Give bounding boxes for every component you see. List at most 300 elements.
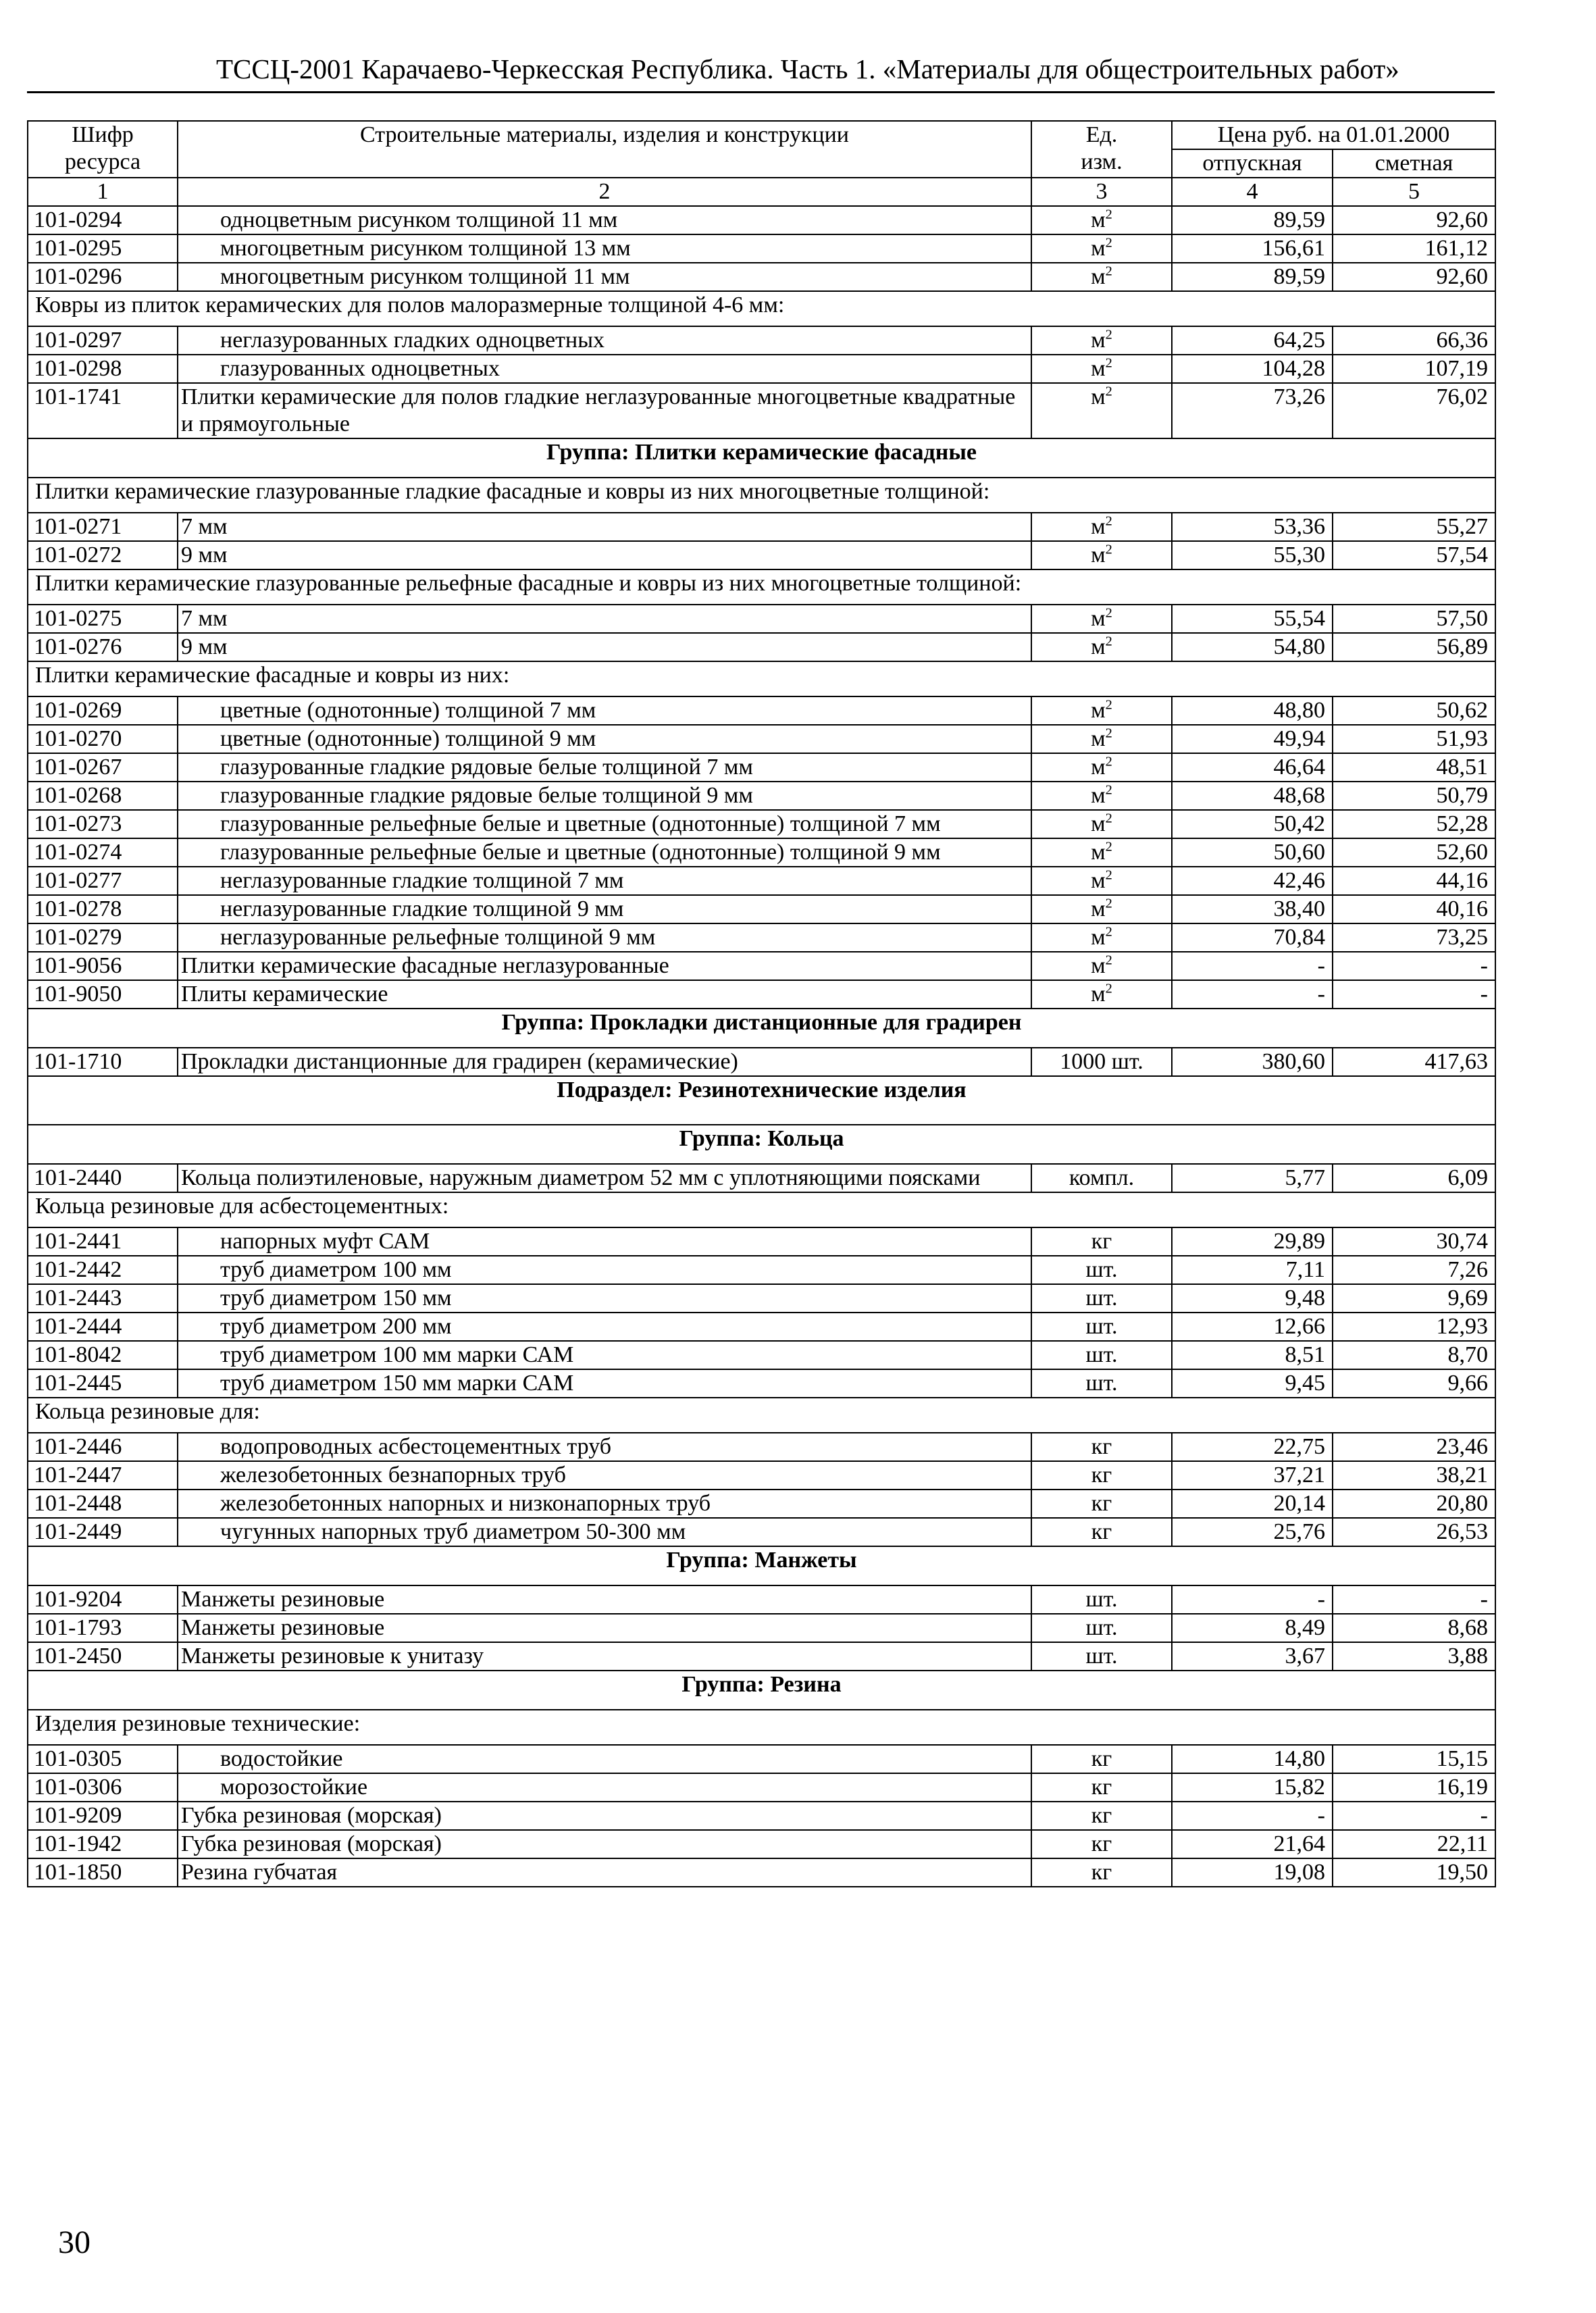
resource-code-cell: 101-9204 xyxy=(28,1585,178,1614)
unit-cell xyxy=(1031,513,1172,541)
unit-label: м xyxy=(1091,606,1106,631)
material-name-cell: труб диаметром 200 мм xyxy=(178,1313,1031,1341)
table-row xyxy=(28,753,1495,782)
price-estimate-cell: 92,60 xyxy=(1333,263,1495,291)
unit-label: шт. xyxy=(1085,1371,1118,1396)
resource-code-cell: 101-2441 xyxy=(28,1227,178,1256)
price-release-cell: 50,60 xyxy=(1172,838,1333,867)
table-row xyxy=(28,1341,1495,1369)
column-number: 1 xyxy=(28,178,178,206)
material-name-cell: Губка резиновая (морская) xyxy=(178,1830,1031,1858)
header-unit-cell xyxy=(1031,121,1172,178)
material-name-cell: Плиты керамические xyxy=(178,980,1031,1009)
table-header-row xyxy=(28,121,1495,149)
unit-cell xyxy=(1031,1642,1172,1671)
unit-superscript: 2 xyxy=(1105,235,1112,251)
unit-cell xyxy=(1031,1518,1172,1546)
unit-cell xyxy=(1031,1433,1172,1461)
price-release-cell: - xyxy=(1172,980,1333,1009)
unit-label: м xyxy=(1091,384,1106,409)
resource-code-cell: 101-2445 xyxy=(28,1369,178,1398)
resource-code-cell: 101-0273 xyxy=(28,810,178,838)
material-name-cell: Плитки керамические для полов гладкие неглазурованные многоцветные квадратные и прямоугольные xyxy=(178,383,1031,438)
resource-code-cell: 101-2449 xyxy=(28,1518,178,1546)
resource-code-cell: 101-0268 xyxy=(28,782,178,810)
table-row xyxy=(28,1313,1495,1341)
group-heading-row xyxy=(28,1125,1495,1164)
resource-code-cell: 101-9056 xyxy=(28,952,178,980)
material-name-cell: железобетонных безнапорных труб xyxy=(178,1461,1031,1490)
price-estimate-cell: 20,80 xyxy=(1333,1490,1495,1518)
material-name-cell: глазурованные рельефные белые и цветные (однотонные) толщиной 7 мм xyxy=(178,810,1031,838)
unit-cell xyxy=(1031,1048,1172,1076)
resource-code-cell: 101-2447 xyxy=(28,1461,178,1490)
column-number: 2 xyxy=(178,178,1031,206)
resource-code-cell: 101-0296 xyxy=(28,263,178,291)
unit-superscript: 2 xyxy=(1105,327,1112,342)
group-heading-text: Группа: Резина xyxy=(28,1671,1495,1710)
resource-code-cell: 101-1942 xyxy=(28,1830,178,1858)
unit-cell xyxy=(1031,1614,1172,1642)
resource-code-cell: 101-2440 xyxy=(28,1164,178,1192)
unit-superscript: 2 xyxy=(1105,605,1112,621)
price-release-cell: 25,76 xyxy=(1172,1518,1333,1546)
section-note-text: Плитки керамические глазурованные рельефные фасадные и ковры из них многоцветные толщиной: xyxy=(28,569,1495,605)
resource-code-cell: 101-0269 xyxy=(28,696,178,725)
unit-cell xyxy=(1031,1773,1172,1802)
group-heading-text: Группа: Манжеты xyxy=(28,1546,1495,1585)
unit-cell xyxy=(1031,263,1172,291)
unit-superscript: 2 xyxy=(1105,355,1112,371)
subsection-heading-text: Подраздел: Резинотехнические изделия xyxy=(28,1076,1495,1125)
material-name-cell: труб диаметром 150 мм xyxy=(178,1284,1031,1313)
unit-label: шт. xyxy=(1085,1615,1118,1640)
price-release-cell: 9,45 xyxy=(1172,1369,1333,1398)
price-release-cell: 7,11 xyxy=(1172,1256,1333,1284)
unit-cell xyxy=(1031,541,1172,569)
header-price-group: Цена руб. на 01.01.2000 xyxy=(1172,121,1495,149)
resource-code-cell: 101-2448 xyxy=(28,1490,178,1518)
price-release-cell: 104,28 xyxy=(1172,355,1333,383)
table-row xyxy=(28,696,1495,725)
section-note-row xyxy=(28,1710,1495,1745)
resource-code-cell: 101-8042 xyxy=(28,1341,178,1369)
unit-cell xyxy=(1031,1585,1172,1614)
unit-label: шт. xyxy=(1085,1587,1118,1612)
resource-code-cell: 101-9209 xyxy=(28,1802,178,1830)
unit-cell xyxy=(1031,1284,1172,1313)
price-estimate-cell: - xyxy=(1333,980,1495,1009)
material-name-cell: цветные (однотонные) толщиной 7 мм xyxy=(178,696,1031,725)
unit-label: шт. xyxy=(1085,1257,1118,1282)
unit-cell xyxy=(1031,1745,1172,1773)
price-release-cell: 19,08 xyxy=(1172,1858,1333,1887)
price-estimate-cell: 161,12 xyxy=(1333,234,1495,263)
price-release-cell: 89,59 xyxy=(1172,206,1333,234)
unit-label: кг xyxy=(1091,1831,1112,1856)
header-code-line1: Шифр xyxy=(72,122,134,147)
section-note-row xyxy=(28,291,1495,326)
price-estimate-cell: 40,16 xyxy=(1333,895,1495,923)
material-name-cell: 9 мм xyxy=(178,541,1031,569)
table-row xyxy=(28,1490,1495,1518)
page-number: 30 xyxy=(58,2225,91,2260)
price-release-cell: 12,66 xyxy=(1172,1313,1333,1341)
material-name-cell: многоцветным рисунком толщиной 11 мм xyxy=(178,263,1031,291)
unit-superscript: 2 xyxy=(1105,697,1112,713)
section-note-row xyxy=(28,478,1495,513)
price-release-cell: 53,36 xyxy=(1172,513,1333,541)
unit-cell xyxy=(1031,895,1172,923)
unit-label: м xyxy=(1091,264,1106,289)
table-row xyxy=(28,326,1495,355)
material-name-cell: Резина губчатая xyxy=(178,1858,1031,1887)
material-name-cell: неглазурованные гладкие толщиной 7 мм xyxy=(178,867,1031,895)
material-name-cell: 7 мм xyxy=(178,513,1031,541)
material-name-cell: водостойкие xyxy=(178,1745,1031,1773)
table-row xyxy=(28,1433,1495,1461)
group-heading-row xyxy=(28,1009,1495,1048)
unit-label: м xyxy=(1091,207,1106,232)
unit-cell xyxy=(1031,782,1172,810)
table-row xyxy=(28,1518,1495,1546)
material-name-cell: Манжеты резиновые xyxy=(178,1585,1031,1614)
section-note-row xyxy=(28,661,1495,696)
price-estimate-cell: 50,62 xyxy=(1333,696,1495,725)
material-name-cell: неглазурованные гладкие толщиной 9 мм xyxy=(178,895,1031,923)
section-note-row xyxy=(28,1192,1495,1227)
unit-label: м xyxy=(1091,896,1106,921)
unit-label: м xyxy=(1091,811,1106,836)
resource-code-cell: 101-2442 xyxy=(28,1256,178,1284)
price-estimate-cell: - xyxy=(1333,1802,1495,1830)
unit-superscript: 2 xyxy=(1105,634,1112,649)
resource-code-cell: 101-0279 xyxy=(28,923,178,952)
price-release-cell: 380,60 xyxy=(1172,1048,1333,1076)
unit-cell xyxy=(1031,326,1172,355)
table-row xyxy=(28,867,1495,895)
unit-cell xyxy=(1031,1164,1172,1192)
price-release-cell: - xyxy=(1172,1585,1333,1614)
header-rule xyxy=(27,91,1495,93)
column-number: 3 xyxy=(1031,178,1172,206)
resource-code-cell: 101-0272 xyxy=(28,541,178,569)
resource-code-cell: 101-2444 xyxy=(28,1313,178,1341)
price-estimate-cell: 52,60 xyxy=(1333,838,1495,867)
price-estimate-cell: 38,21 xyxy=(1333,1461,1495,1490)
group-heading-text: Группа: Плитки керамические фасадные xyxy=(28,438,1495,478)
price-estimate-cell: 15,15 xyxy=(1333,1745,1495,1773)
unit-label: м xyxy=(1091,514,1106,539)
material-name-cell: неглазурованных гладких одноцветных xyxy=(178,326,1031,355)
column-number: 4 xyxy=(1172,178,1333,206)
unit-superscript: 2 xyxy=(1105,867,1112,883)
resource-code-cell: 101-0297 xyxy=(28,326,178,355)
unit-superscript: 2 xyxy=(1105,896,1112,911)
table-row xyxy=(28,1369,1495,1398)
unit-superscript: 2 xyxy=(1105,924,1112,940)
table-row xyxy=(28,513,1495,541)
unit-cell xyxy=(1031,1461,1172,1490)
material-name-cell: напорных муфт САМ xyxy=(178,1227,1031,1256)
material-name-cell: цветные (однотонные) толщиной 9 мм xyxy=(178,725,1031,753)
table-row xyxy=(28,1858,1495,1887)
price-release-cell: 20,14 xyxy=(1172,1490,1333,1518)
table-row xyxy=(28,1614,1495,1642)
unit-cell xyxy=(1031,696,1172,725)
group-heading-text: Группа: Кольца xyxy=(28,1125,1495,1164)
resource-code-cell: 101-0270 xyxy=(28,725,178,753)
price-release-cell: 42,46 xyxy=(1172,867,1333,895)
material-name-cell: глазурованных одноцветных xyxy=(178,355,1031,383)
unit-superscript: 2 xyxy=(1105,839,1112,855)
price-estimate-cell: 9,66 xyxy=(1333,1369,1495,1398)
material-name-cell: железобетонных напорных и низконапорных труб xyxy=(178,1490,1031,1518)
unit-label: м xyxy=(1091,726,1106,751)
table-row xyxy=(28,633,1495,661)
table-row xyxy=(28,725,1495,753)
unit-cell xyxy=(1031,838,1172,867)
unit-label: кг xyxy=(1091,1860,1112,1885)
price-table xyxy=(27,120,1496,1887)
price-release-cell: 38,40 xyxy=(1172,895,1333,923)
material-name-cell: неглазурованные рельефные толщиной 9 мм xyxy=(178,923,1031,952)
unit-label: м xyxy=(1091,634,1106,659)
unit-label: кг xyxy=(1091,1229,1112,1254)
table-row xyxy=(28,980,1495,1009)
table-row xyxy=(28,923,1495,952)
resource-code-cell: 101-2446 xyxy=(28,1433,178,1461)
unit-label: м xyxy=(1091,783,1106,808)
price-estimate-cell: 8,68 xyxy=(1333,1614,1495,1642)
unit-cell xyxy=(1031,952,1172,980)
resource-code-cell: 101-1710 xyxy=(28,1048,178,1076)
material-name-cell: одноцветным рисунком толщиной 11 мм xyxy=(178,206,1031,234)
resource-code-cell: 101-2443 xyxy=(28,1284,178,1313)
table-row xyxy=(28,1830,1495,1858)
unit-label: кг xyxy=(1091,1746,1112,1771)
unit-superscript: 2 xyxy=(1105,384,1112,399)
price-estimate-cell: 23,46 xyxy=(1333,1433,1495,1461)
price-release-cell: 8,49 xyxy=(1172,1614,1333,1642)
price-estimate-cell: 57,50 xyxy=(1333,605,1495,633)
material-name-cell: Манжеты резиновые xyxy=(178,1614,1031,1642)
unit-cell xyxy=(1031,355,1172,383)
material-name-cell: труб диаметром 150 мм марки САМ xyxy=(178,1369,1031,1398)
table-row xyxy=(28,383,1495,438)
material-name-cell: глазурованные гладкие рядовые белые толщиной 9 мм xyxy=(178,782,1031,810)
price-estimate-cell: 417,63 xyxy=(1333,1048,1495,1076)
price-release-cell: 54,80 xyxy=(1172,633,1333,661)
unit-superscript: 2 xyxy=(1105,952,1112,968)
unit-label: кг xyxy=(1091,1775,1112,1800)
unit-cell xyxy=(1031,980,1172,1009)
material-name-cell: Губка резиновая (морская) xyxy=(178,1802,1031,1830)
unit-label: м xyxy=(1091,755,1106,780)
price-release-cell: 48,68 xyxy=(1172,782,1333,810)
unit-cell xyxy=(1031,725,1172,753)
table-row xyxy=(28,1256,1495,1284)
unit-label: м xyxy=(1091,840,1106,865)
unit-cell xyxy=(1031,1858,1172,1887)
resource-code-cell: 101-0276 xyxy=(28,633,178,661)
group-heading-text: Группа: Прокладки дистанционные для градирен xyxy=(28,1009,1495,1048)
price-release-cell: 64,25 xyxy=(1172,326,1333,355)
price-table-body xyxy=(28,121,1495,1887)
header-unit-line1: Ед. xyxy=(1085,122,1118,147)
price-release-cell: 46,64 xyxy=(1172,753,1333,782)
price-release-cell: 50,42 xyxy=(1172,810,1333,838)
price-estimate-cell: 57,54 xyxy=(1333,541,1495,569)
table-row xyxy=(28,605,1495,633)
price-release-cell: 14,80 xyxy=(1172,1745,1333,1773)
section-note-text: Ковры из плиток керамических для полов малоразмерные толщиной 4-6 мм: xyxy=(28,291,1495,326)
table-row xyxy=(28,234,1495,263)
unit-superscript: 2 xyxy=(1105,726,1112,741)
price-release-cell: 49,94 xyxy=(1172,725,1333,753)
table-row xyxy=(28,838,1495,867)
price-estimate-cell: 52,28 xyxy=(1333,810,1495,838)
price-estimate-cell: 44,16 xyxy=(1333,867,1495,895)
material-name-cell: глазурованные гладкие рядовые белые толщиной 7 мм xyxy=(178,753,1031,782)
header-unit-line2: изм. xyxy=(1081,149,1123,174)
unit-label: шт. xyxy=(1085,1286,1118,1311)
material-name-cell: 9 мм xyxy=(178,633,1031,661)
price-estimate-cell: 73,25 xyxy=(1333,923,1495,952)
unit-superscript: 2 xyxy=(1105,542,1112,557)
unit-cell xyxy=(1031,1490,1172,1518)
resource-code-cell: 101-0267 xyxy=(28,753,178,782)
unit-label: шт. xyxy=(1085,1314,1118,1339)
unit-cell xyxy=(1031,1313,1172,1341)
price-estimate-cell: 48,51 xyxy=(1333,753,1495,782)
unit-cell xyxy=(1031,605,1172,633)
price-estimate-cell: 26,53 xyxy=(1333,1518,1495,1546)
header-price-release: отпускная xyxy=(1172,149,1333,178)
column-number: 5 xyxy=(1333,178,1495,206)
unit-cell xyxy=(1031,1256,1172,1284)
price-estimate-cell: 51,93 xyxy=(1333,725,1495,753)
price-release-cell: 3,67 xyxy=(1172,1642,1333,1671)
unit-label: м xyxy=(1091,868,1106,893)
unit-label: м xyxy=(1091,925,1106,950)
material-name-cell: труб диаметром 100 мм марки САМ xyxy=(178,1341,1031,1369)
price-release-cell: 55,54 xyxy=(1172,605,1333,633)
unit-label: кг xyxy=(1091,1519,1112,1544)
unit-label: компл. xyxy=(1069,1165,1135,1190)
table-row xyxy=(28,810,1495,838)
column-number-row xyxy=(28,178,1495,206)
resource-code-cell: 101-0298 xyxy=(28,355,178,383)
price-release-cell: 37,21 xyxy=(1172,1461,1333,1490)
material-name-cell: Манжеты резиновые к унитазу xyxy=(178,1642,1031,1671)
resource-code-cell: 101-2450 xyxy=(28,1642,178,1671)
resource-code-cell: 101-0278 xyxy=(28,895,178,923)
resource-code-cell: 101-0275 xyxy=(28,605,178,633)
table-row xyxy=(28,1585,1495,1614)
section-note-row xyxy=(28,1398,1495,1433)
price-estimate-cell: 50,79 xyxy=(1333,782,1495,810)
price-estimate-cell: 19,50 xyxy=(1333,1858,1495,1887)
unit-label: м xyxy=(1091,236,1106,261)
table-row xyxy=(28,1227,1495,1256)
table-row xyxy=(28,1164,1495,1192)
material-name-cell: 7 мм xyxy=(178,605,1031,633)
header-name-cell: Строительные материалы, изделия и конструкции xyxy=(178,121,1031,178)
table-row xyxy=(28,1802,1495,1830)
price-estimate-cell: 22,11 xyxy=(1333,1830,1495,1858)
unit-superscript: 2 xyxy=(1105,981,1112,996)
unit-cell xyxy=(1031,1227,1172,1256)
unit-superscript: 2 xyxy=(1105,811,1112,826)
group-heading-row xyxy=(28,438,1495,478)
table-row xyxy=(28,1461,1495,1490)
resource-code-cell: 101-0277 xyxy=(28,867,178,895)
resource-code-cell: 101-9050 xyxy=(28,980,178,1009)
table-row xyxy=(28,541,1495,569)
price-estimate-cell: 56,89 xyxy=(1333,633,1495,661)
unit-cell xyxy=(1031,1341,1172,1369)
resource-code-cell: 101-1741 xyxy=(28,383,178,438)
price-release-cell: 8,51 xyxy=(1172,1341,1333,1369)
unit-label: м xyxy=(1091,982,1106,1007)
section-note-text: Плитки керамические глазурованные гладкие фасадные и ковры из них многоцветные толщиной: xyxy=(28,478,1495,513)
price-release-cell: 22,75 xyxy=(1172,1433,1333,1461)
table-row xyxy=(28,895,1495,923)
unit-cell xyxy=(1031,753,1172,782)
material-name-cell: труб диаметром 100 мм xyxy=(178,1256,1031,1284)
material-name-cell: морозостойкие xyxy=(178,1773,1031,1802)
unit-cell xyxy=(1031,1802,1172,1830)
price-estimate-cell: 16,19 xyxy=(1333,1773,1495,1802)
unit-superscript: 2 xyxy=(1105,263,1112,279)
price-estimate-cell: 12,93 xyxy=(1333,1313,1495,1341)
unit-cell xyxy=(1031,1369,1172,1398)
unit-cell xyxy=(1031,633,1172,661)
material-name-cell: глазурованные рельефные белые и цветные (однотонные) толщиной 9 мм xyxy=(178,838,1031,867)
table-row xyxy=(28,952,1495,980)
unit-cell xyxy=(1031,1830,1172,1858)
unit-superscript: 2 xyxy=(1105,754,1112,769)
material-name-cell: Плитки керамические фасадные неглазурованные xyxy=(178,952,1031,980)
unit-label: м xyxy=(1091,328,1106,353)
table-row xyxy=(28,1048,1495,1076)
price-release-cell: 89,59 xyxy=(1172,263,1333,291)
group-heading-row xyxy=(28,1671,1495,1710)
section-note-text: Кольца резиновые для: xyxy=(28,1398,1495,1433)
unit-label: м xyxy=(1091,953,1106,978)
price-estimate-cell: 55,27 xyxy=(1333,513,1495,541)
unit-superscript: 2 xyxy=(1105,513,1112,529)
price-release-cell: - xyxy=(1172,952,1333,980)
price-release-cell: 156,61 xyxy=(1172,234,1333,263)
resource-code-cell: 101-0274 xyxy=(28,838,178,867)
section-note-text: Кольца резиновые для асбестоцементных: xyxy=(28,1192,1495,1227)
price-estimate-cell: 76,02 xyxy=(1333,383,1495,438)
price-estimate-cell: 66,36 xyxy=(1333,326,1495,355)
price-release-cell: 55,30 xyxy=(1172,541,1333,569)
price-release-cell: 48,80 xyxy=(1172,696,1333,725)
header-code-cell xyxy=(28,121,178,178)
unit-label: м xyxy=(1091,698,1106,723)
table-row xyxy=(28,782,1495,810)
price-release-cell: 9,48 xyxy=(1172,1284,1333,1313)
unit-cell xyxy=(1031,206,1172,234)
unit-label: шт. xyxy=(1085,1342,1118,1367)
unit-label: кг xyxy=(1091,1434,1112,1459)
resource-code-cell: 101-0306 xyxy=(28,1773,178,1802)
unit-label: кг xyxy=(1091,1491,1112,1516)
